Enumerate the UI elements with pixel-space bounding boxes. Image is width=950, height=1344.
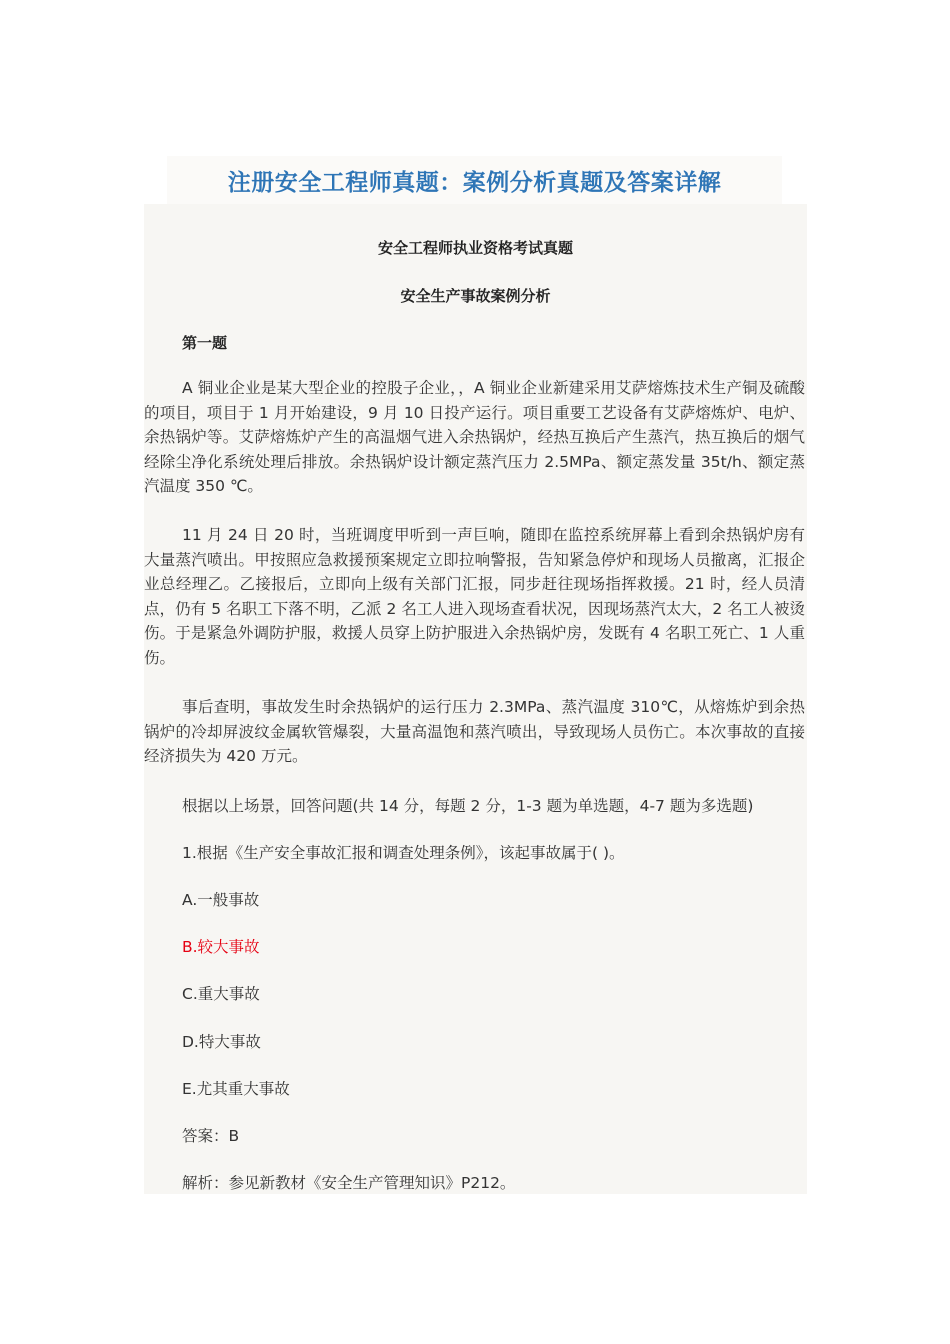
case-paragraph-2: 11 月 24 日 20 时，当班调度甲听到一声巨响，随即在监控系统屏幕上看到余热锅炉房有大量蒸汽喷出。甲按照应急救援预案规定立即拉响警报，告知紧急停炉和现场人员撤离，汇报企业总经理乙。乙接报后，立即向上级有关部门汇报，同步赶往现场指挥救援。21 时，经人员清点，仍有 5 名职工下落不明，乙派 2 名工人进入现场查看状况，因现场蒸汽太大，2 名工人被烫伤。于是紧急外调防护服，救援人员穿上防护服进入余热锅炉房，发既有 4 名职工死亡、1 人重伤。 xyxy=(144,526,805,667)
case-paragraph-3: 事后查明，事故发生时余热锅炉的运行压力 2.3MPa、蒸汽温度 310℃，从熔炼炉到余热锅炉的冷却屏波纹金属软管爆裂，大量高温饱和蒸汽喷出，导致现场人员伤亡。本次事故的直接经济损失为 420 万元。 xyxy=(144,698,805,766)
question-instruction: 根据以上场景，回答问题(共 14 分，每题 2 分，1-3 题为单选题，4-7 题为多选题) xyxy=(182,797,754,815)
analysis-text: 解析：参见新教材《安全生产管理知识》P212。 xyxy=(182,1174,516,1192)
question-1: 1.根据《生产安全事故汇报和调查处理条例》，该起事故属于( )。 xyxy=(182,844,625,862)
case-paragraph-1: A 铜业企业是某大型企业的控股子企业，，A 铜业企业新建采用艾萨熔炼技术生产铜及硫酸的项目，项目于 1 月开始建设，9 月 10 日投产运行。项目重要工艺设备有艾萨熔炼炉、电炉、余热锅炉等。艾萨熔炼炉产生的高温烟气进入余热锅炉，经热互换后产生蒸汽，热互换后的烟气经除尘净化系统处理后排放。余热锅炉设计额定蒸汽压力 2.5MPa、额定蒸发量 35t/h、额定蒸汽温度 350 ℃。 xyxy=(144,379,805,496)
option-c: C.重大事故 xyxy=(182,985,260,1003)
subject-heading: 安全生产事故案例分析 xyxy=(400,287,551,305)
section-label: 第一题 xyxy=(182,334,228,352)
option-e: E.尤其重大事故 xyxy=(182,1080,290,1098)
document-body xyxy=(144,204,807,1194)
exam-heading: 安全工程师执业资格考试真题 xyxy=(377,239,573,257)
page-title: 注册安全工程师真题：案例分析真题及答案详解 xyxy=(227,169,722,196)
title-bar xyxy=(167,156,782,204)
option-b-correct: B.较大事故 xyxy=(182,938,260,956)
option-d: D.特大事故 xyxy=(182,1033,261,1051)
answer-text: 答案：B xyxy=(182,1127,240,1145)
option-a: A.一般事故 xyxy=(182,891,260,909)
